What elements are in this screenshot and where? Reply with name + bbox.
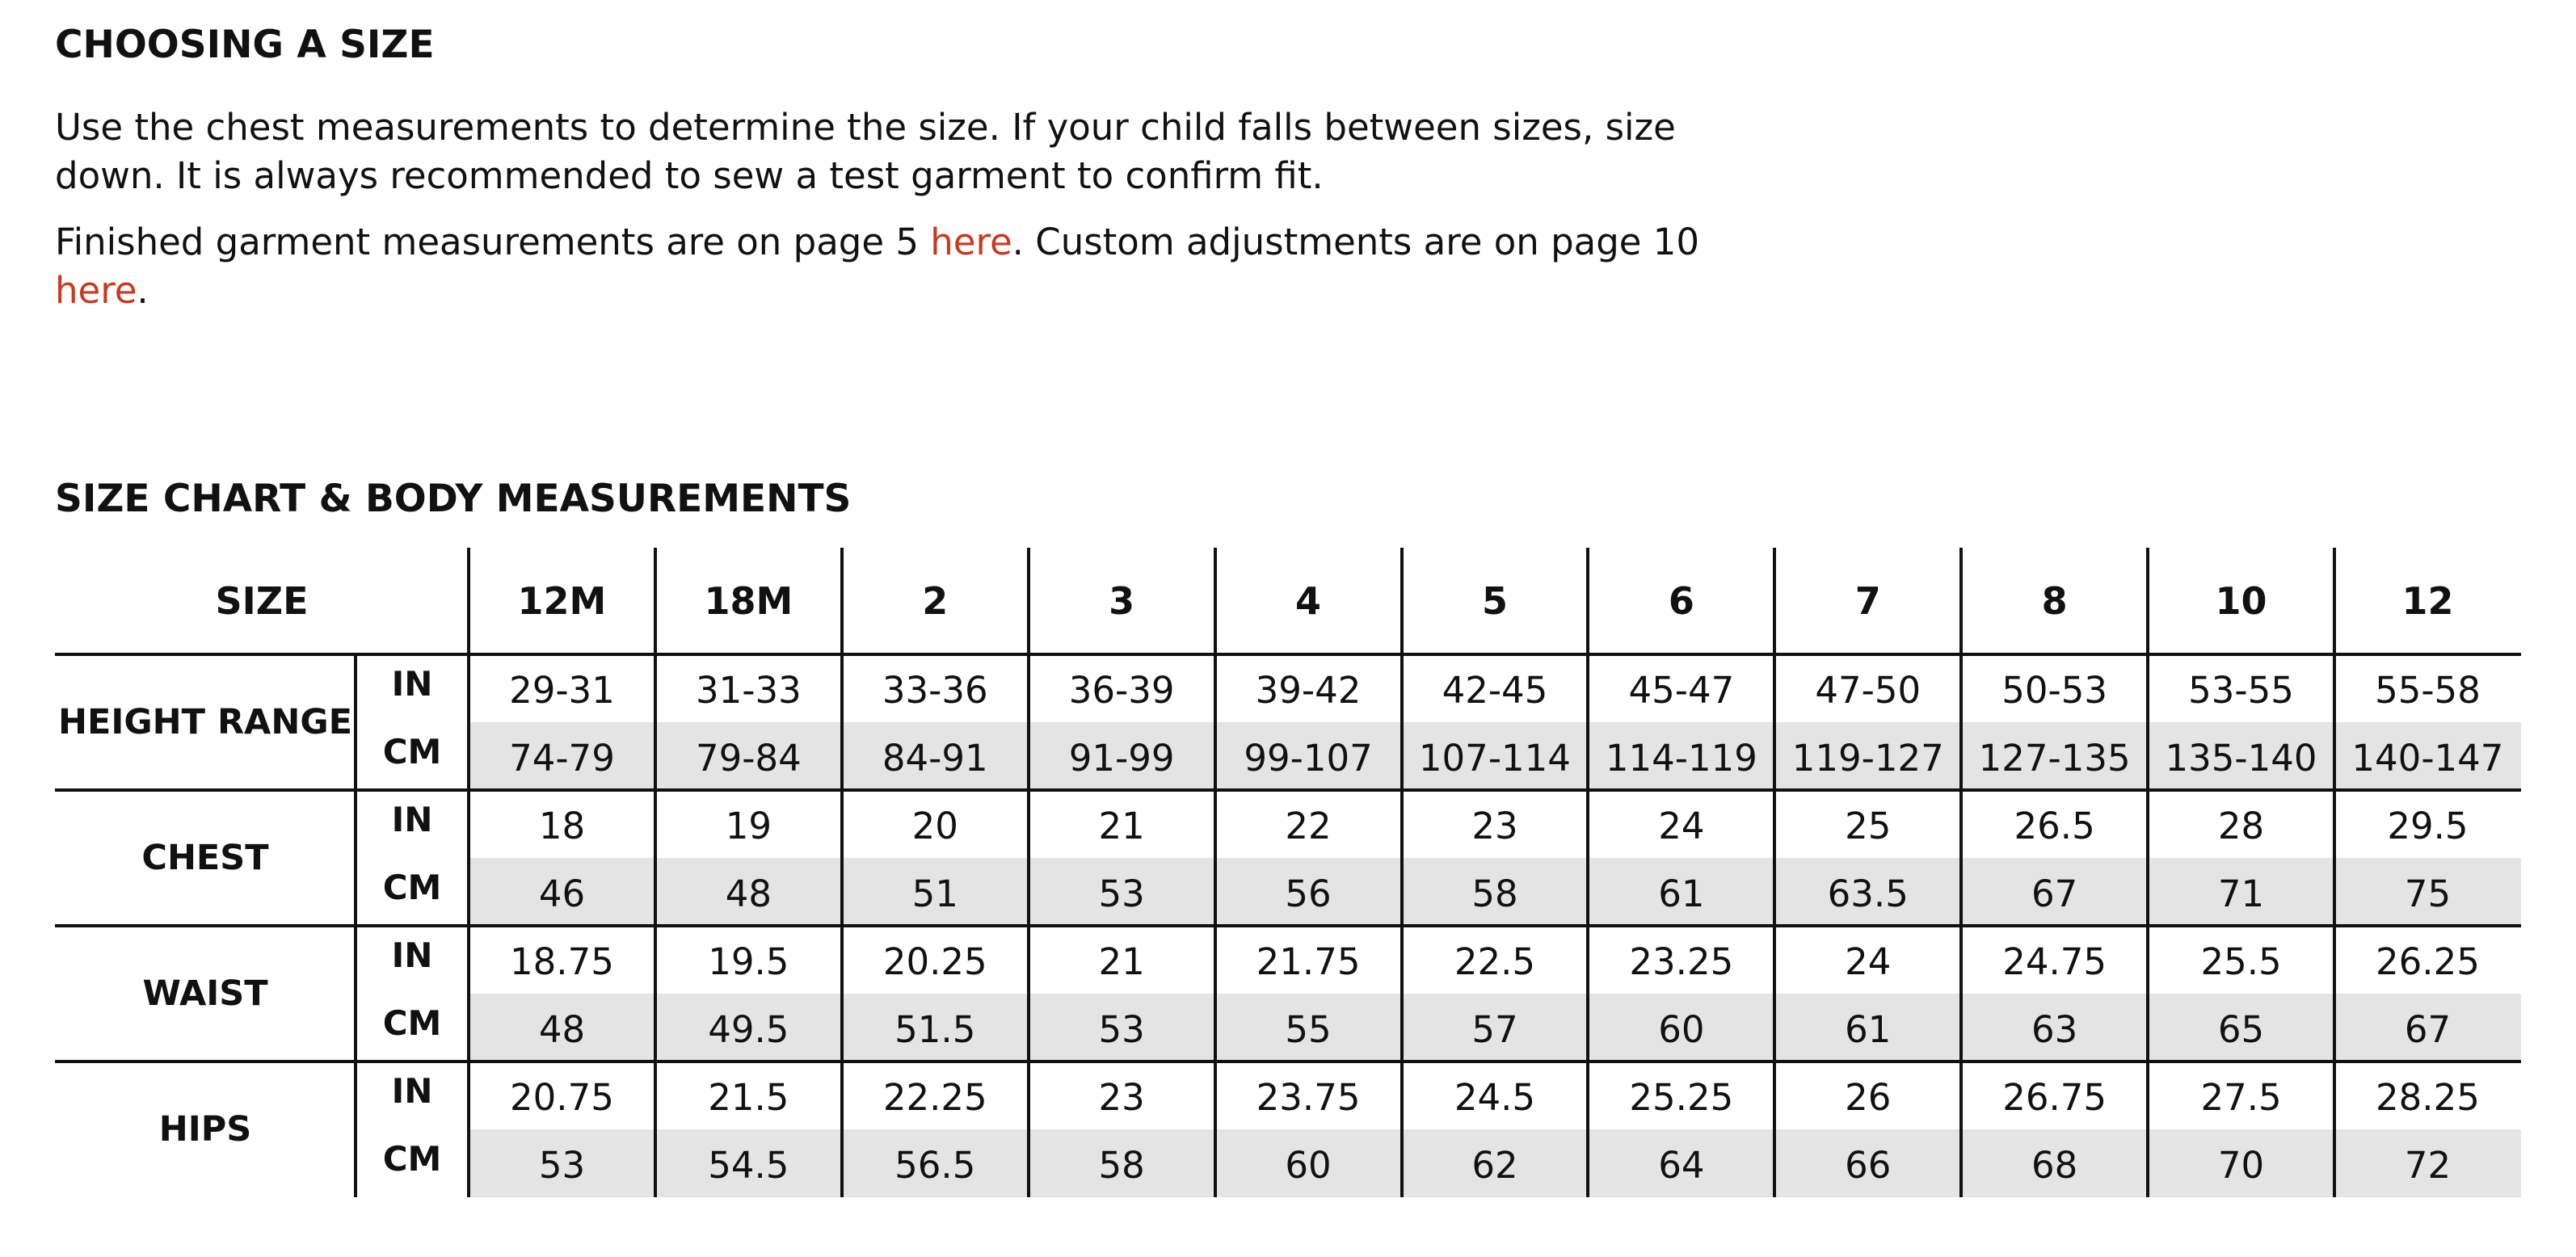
size-header-cell: 6 bbox=[1668, 579, 1694, 623]
measurement-cell: 26.5 bbox=[2014, 804, 2095, 847]
measurement-cell: 25.25 bbox=[1629, 1075, 1734, 1119]
measurement-cell: 21.75 bbox=[1256, 940, 1361, 983]
measurement-cell: 135-140 bbox=[2165, 736, 2317, 780]
measurement-cell: 20.75 bbox=[510, 1075, 614, 1119]
measurement-group-label: WAIST bbox=[142, 973, 268, 1014]
size-header-cell: 2 bbox=[922, 579, 949, 623]
measurement-cell: 50-53 bbox=[2001, 668, 2108, 712]
measurement-cell: 64 bbox=[1658, 1143, 1705, 1187]
measurement-cell: 51.5 bbox=[894, 1007, 976, 1051]
row-divider bbox=[55, 653, 2521, 656]
measurement-cell: 23 bbox=[1471, 804, 1518, 847]
measurement-cell: 22.5 bbox=[1454, 940, 1536, 983]
measurement-cell: 49.5 bbox=[708, 1007, 789, 1051]
measurement-cell: 21.5 bbox=[708, 1075, 789, 1119]
measurement-cell: 99-107 bbox=[1244, 736, 1373, 780]
measurement-cell: 23.75 bbox=[1256, 1075, 1361, 1119]
unit-column-divider bbox=[354, 654, 357, 1197]
measurement-cell: 71 bbox=[2217, 872, 2265, 915]
measurement-cell: 48 bbox=[725, 872, 772, 915]
measurement-cell: 22.25 bbox=[882, 1075, 987, 1119]
size-column-header: SIZE bbox=[215, 579, 309, 623]
measurement-cell: 84-91 bbox=[882, 736, 988, 780]
unit-label: CM bbox=[382, 867, 442, 907]
measurement-cell: 63.5 bbox=[1827, 872, 1909, 915]
garment-measurements-link[interactable]: here bbox=[930, 221, 1012, 263]
measurement-cell: 48 bbox=[538, 1007, 586, 1051]
row-divider bbox=[55, 1060, 2521, 1063]
unit-label: IN bbox=[391, 799, 433, 839]
unit-label: CM bbox=[382, 1003, 442, 1043]
measurement-cell: 28.25 bbox=[2376, 1075, 2480, 1119]
measurement-cell: 67 bbox=[2031, 872, 2078, 915]
measurement-cell: 26.25 bbox=[2376, 940, 2480, 983]
measurement-cell: 53-55 bbox=[2188, 668, 2294, 712]
unit-label: CM bbox=[382, 1138, 442, 1179]
measurement-cell: 27.5 bbox=[2200, 1075, 2282, 1119]
measurement-cell: 119-127 bbox=[1791, 736, 1944, 780]
size-header-cell: 3 bbox=[1109, 579, 1135, 623]
size-header-cell: 8 bbox=[2041, 579, 2068, 623]
measurement-cell: 66 bbox=[1845, 1143, 1892, 1187]
size-header-cell: 12 bbox=[2401, 579, 2454, 623]
measurement-cell: 61 bbox=[1845, 1007, 1892, 1051]
measurement-cell: 61 bbox=[1658, 872, 1705, 915]
column-divider bbox=[654, 548, 657, 1197]
unit-label: IN bbox=[391, 935, 433, 975]
measurement-cell: 56.5 bbox=[894, 1143, 976, 1187]
row-divider bbox=[55, 788, 2521, 792]
measurement-cell: 91-99 bbox=[1068, 736, 1175, 780]
column-divider bbox=[840, 548, 844, 1197]
choosing-size-title: CHOOSING A SIZE bbox=[55, 23, 435, 67]
row-divider bbox=[55, 924, 2521, 927]
measurement-cell: 51 bbox=[911, 872, 958, 915]
column-divider bbox=[1214, 548, 1217, 1197]
measurement-cell: 74-79 bbox=[509, 736, 615, 780]
measurement-cell: 20 bbox=[911, 804, 958, 847]
paragraph-text-end: . bbox=[137, 269, 149, 312]
measurement-cell: 53 bbox=[538, 1143, 586, 1187]
size-chart-table bbox=[55, 548, 2521, 1202]
measurement-cell: 22 bbox=[1285, 804, 1332, 847]
size-header-cell: 5 bbox=[1481, 579, 1508, 623]
measurement-cell: 24 bbox=[1845, 940, 1892, 983]
paragraph-text-part1: Finished garment measurements are on page 5 bbox=[55, 221, 931, 263]
measurement-cell: 42-45 bbox=[1442, 668, 1548, 712]
measurement-cell: 19.5 bbox=[708, 940, 789, 983]
measurement-cell: 75 bbox=[2404, 872, 2452, 915]
measurement-cell: 57 bbox=[1471, 1007, 1518, 1051]
measurement-cell: 19 bbox=[725, 804, 772, 847]
measurement-cell: 60 bbox=[1285, 1143, 1332, 1187]
measurement-cell: 53 bbox=[1098, 872, 1145, 915]
measurement-cell: 107-114 bbox=[1418, 736, 1571, 780]
measurement-cell: 26.75 bbox=[2002, 1075, 2107, 1119]
measurement-cell: 26 bbox=[1845, 1075, 1892, 1119]
measurement-cell: 25 bbox=[1845, 804, 1892, 847]
measurement-cell: 58 bbox=[1471, 872, 1518, 915]
measurement-cell: 18 bbox=[538, 804, 586, 847]
size-instructions-paragraph: Use the chest measurements to determine the size. If your child falls between sizes, size down. It is always recommended to sew a test garment to confirm fit. bbox=[55, 106, 1676, 197]
measurement-cell: 21 bbox=[1098, 804, 1145, 847]
measurement-cell: 140-147 bbox=[2351, 736, 2504, 780]
measurement-cell: 23 bbox=[1098, 1075, 1145, 1119]
paragraph-text-part2: . Custom adjustments are on page 10 bbox=[1012, 221, 1700, 263]
measurement-cell: 70 bbox=[2217, 1143, 2265, 1187]
measurement-group-label: HIPS bbox=[158, 1109, 252, 1150]
size-header-cell: 18M bbox=[704, 579, 793, 623]
size-header-cell: 7 bbox=[1854, 579, 1881, 623]
measurement-cell: 63 bbox=[2031, 1007, 2078, 1051]
measurement-cell: 55 bbox=[1285, 1007, 1332, 1051]
measurement-cell: 29.5 bbox=[2387, 804, 2469, 847]
measurement-cell: 47-50 bbox=[1815, 668, 1921, 712]
measurement-cell: 79-84 bbox=[695, 736, 802, 780]
measurement-cell: 28 bbox=[2217, 804, 2265, 847]
measurement-cell: 36-39 bbox=[1068, 668, 1175, 712]
column-divider bbox=[1959, 548, 1963, 1197]
column-divider bbox=[467, 548, 470, 1197]
measurement-cell: 18.75 bbox=[510, 940, 614, 983]
measurement-cell: 114-119 bbox=[1605, 736, 1757, 780]
measurement-cell: 60 bbox=[1658, 1007, 1705, 1051]
measurement-cell: 24.5 bbox=[1454, 1075, 1536, 1119]
measurement-cell: 25.5 bbox=[2200, 940, 2282, 983]
column-divider bbox=[1400, 548, 1404, 1197]
measurement-cell: 67 bbox=[2404, 1007, 2452, 1051]
size-header-cell: 4 bbox=[1295, 579, 1322, 623]
measurement-cell: 24 bbox=[1658, 804, 1705, 847]
size-chart-title: SIZE CHART & BODY MEASUREMENTS bbox=[55, 477, 852, 521]
column-divider bbox=[2333, 548, 2336, 1197]
measurement-cell: 72 bbox=[2404, 1143, 2452, 1187]
column-divider bbox=[1773, 548, 1776, 1197]
measurement-cell: 29-31 bbox=[509, 668, 615, 712]
measurement-cell: 54.5 bbox=[708, 1143, 789, 1187]
custom-adjustments-link[interactable]: here bbox=[55, 269, 137, 312]
column-divider bbox=[2146, 548, 2149, 1197]
measurement-cell: 33-36 bbox=[882, 668, 988, 712]
size-header-cell: 10 bbox=[2215, 579, 2267, 623]
measurement-cell: 21 bbox=[1098, 940, 1145, 983]
measurement-cell: 55-58 bbox=[2375, 668, 2481, 712]
measurement-cell: 23.25 bbox=[1629, 940, 1734, 983]
measurement-cell: 53 bbox=[1098, 1007, 1145, 1051]
measurement-cell: 45-47 bbox=[1628, 668, 1735, 712]
unit-label: CM bbox=[382, 731, 442, 771]
column-divider bbox=[1586, 548, 1589, 1197]
unit-label: IN bbox=[391, 1070, 433, 1111]
measurement-cell: 127-135 bbox=[1978, 736, 2131, 780]
measurement-cell: 62 bbox=[1471, 1143, 1518, 1187]
measurement-cell: 31-33 bbox=[695, 668, 802, 712]
measurement-cell: 20.25 bbox=[882, 940, 987, 983]
measurement-cell: 24.75 bbox=[2002, 940, 2107, 983]
measurement-cell: 56 bbox=[1285, 872, 1332, 915]
measurement-group-label: HEIGHT RANGE bbox=[58, 702, 352, 742]
column-divider bbox=[1027, 548, 1030, 1197]
measurement-cell: 39-42 bbox=[1255, 668, 1362, 712]
size-header-cell: 12M bbox=[517, 579, 607, 623]
measurement-cell: 68 bbox=[2031, 1143, 2078, 1187]
measurements-links-paragraph bbox=[55, 218, 1768, 315]
measurement-group-label: CHEST bbox=[141, 838, 269, 878]
measurement-cell: 65 bbox=[2217, 1007, 2265, 1051]
unit-label: IN bbox=[391, 663, 433, 704]
measurement-cell: 46 bbox=[538, 872, 586, 915]
measurement-cell: 58 bbox=[1098, 1143, 1145, 1187]
